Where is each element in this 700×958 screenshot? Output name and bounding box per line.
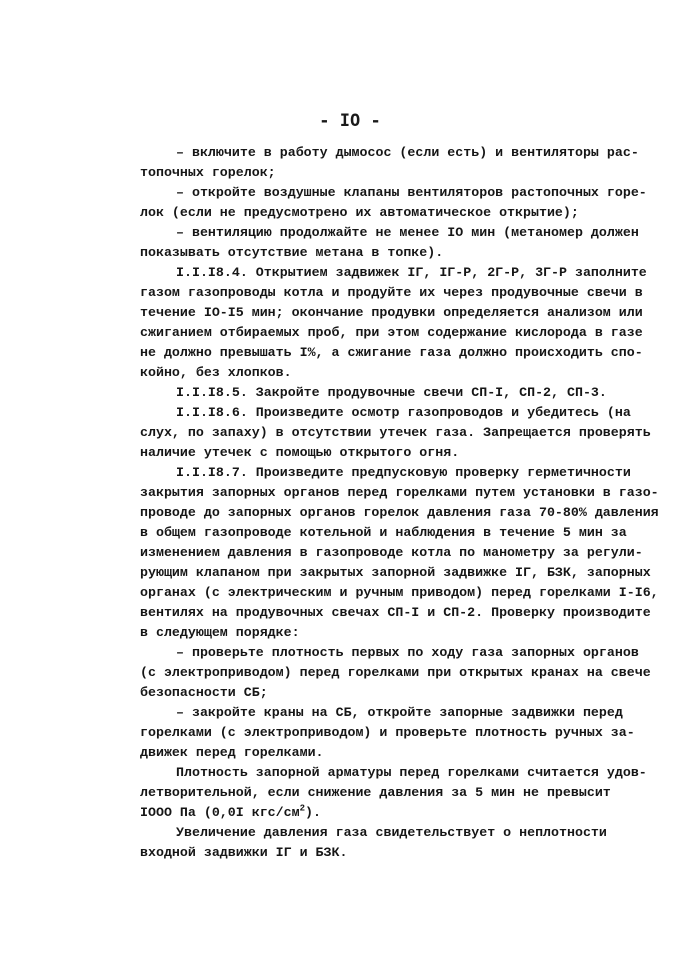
text-line: – проверьте плотность первых по ходу газа запорных органов xyxy=(176,645,639,660)
text-line: летворительной, если снижение давления за 5 мин не превысит xyxy=(140,785,611,800)
text-line: – включите в работу дымосос (если есть) и вентиляторы рас- xyxy=(176,145,639,160)
text-line: IOOO Па (0,0I кгс/см xyxy=(140,805,300,820)
text-line-with-superscript xyxy=(140,803,645,823)
text-line: Плотность запорной арматуры перед горелками считается удов- xyxy=(176,765,647,780)
text-line: безопасности СБ; xyxy=(140,685,268,700)
text-line: органах (с электрическим и ручным приводом) перед горелками I-I6, xyxy=(140,585,659,600)
text-line: в общем газопроводе котельной и наблюдения в течение 5 мин за xyxy=(140,525,627,540)
text-line: лок (если не предусмотрено их автоматическое открытие); xyxy=(140,205,579,220)
superscript: 2 xyxy=(299,803,305,814)
text-line: I.I.I8.5. Закройте продувочные свечи СП-I, СП-2, СП-3. xyxy=(176,385,607,400)
text-line: проводе до запорных органов горелок давления газа 70-80% давления xyxy=(140,505,659,520)
text-line: изменением давления в газопроводе котла по манометру за регули- xyxy=(140,545,643,560)
document-body xyxy=(140,143,659,863)
text-line: слух, по запаху) в отсутствии утечек газа. Запрещается проверять xyxy=(140,425,651,440)
text-line: входной задвижки IГ и БЗК. xyxy=(140,845,348,860)
text-line-tail: ). xyxy=(305,805,321,820)
text-line: показывать отсутствие метана в топке). xyxy=(140,245,444,260)
text-line: закрытия запорных органов перед горелками путем установки в газо- xyxy=(140,485,659,500)
text-line: койно, без хлопков. xyxy=(140,365,292,380)
text-line: I.I.I8.7. Произведите предпусковую проверку герметичности xyxy=(176,465,631,480)
text-line: наличие утечек с помощью открытого огня. xyxy=(140,445,460,460)
text-line: I.I.I8.6. Произведите осмотр газопроводов и убедитесь (на xyxy=(176,405,631,420)
text-line: движек перед горелками. xyxy=(140,745,324,760)
text-line: рующим клапаном при закрытых запорной задвижке IГ, БЗК, запорных xyxy=(140,565,651,580)
text-line: Увеличение давления газа свидетельствует о неплотности xyxy=(176,825,607,840)
text-line: газом газопроводы котла и продуйте их через продувочные свечи в xyxy=(140,285,643,300)
text-line: вентилях на продувочных свечах СП-I и СП-2. Проверку производите xyxy=(140,605,651,620)
text-line: – вентиляцию продолжайте не менее IO мин (метаномер должен xyxy=(176,225,639,240)
text-line: (с электроприводом) перед горелками при открытых кранах на свече xyxy=(140,665,651,680)
text-line: – закройте краны на СБ, откройте запорные задвижки перед xyxy=(176,705,623,720)
text-line: сжиганием отбираемых проб, при этом содержание кислорода в газе xyxy=(140,325,643,340)
text-line: I.I.I8.4. Открытием задвижек IГ, IГ-Р, 2Г-Р, 3Г-Р заполните xyxy=(176,265,647,280)
text-line: в следующем порядке: xyxy=(140,625,300,640)
text-line: не должно превышать I%, а сжигание газа должно происходить спо- xyxy=(140,345,643,360)
page-number: - IO - xyxy=(319,111,381,131)
text-line: – откройте воздушные клапаны вентиляторов растопочных горе- xyxy=(176,185,647,200)
text-line: горелками (с электроприводом) и проверьте плотность ручных за- xyxy=(140,725,635,740)
text-line: топочных горелок; xyxy=(140,165,276,180)
text-line: течение IO-I5 мин; окончание продувки определяется анализом или xyxy=(140,305,643,320)
